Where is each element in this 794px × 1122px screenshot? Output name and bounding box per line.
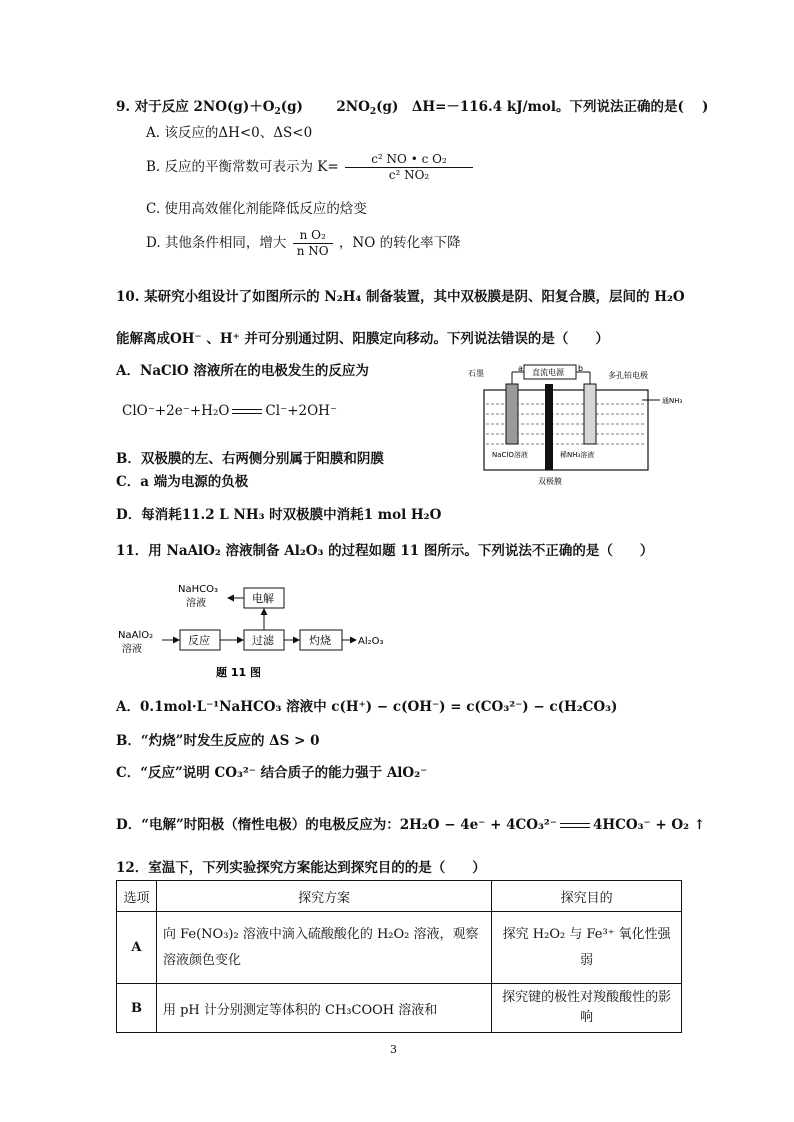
flow-box-filter: 过滤 [252, 634, 274, 647]
q9-option-a: A. 该反应的ΔH<0、ΔS<0 [146, 125, 313, 141]
table-cell-goal: 探究键的极性对羧酸酸性的影响 [492, 984, 682, 1033]
table-cell-option: B [117, 984, 157, 1033]
q11-option-a: A．0.1mol·L⁻¹NaHCO₃ 溶液中 c(H⁺) − c(OH⁻) = c(CO₃²⁻) − c(H₂CO₃) [116, 699, 618, 715]
q12-stem: 12．室温下，下列实验探究方案能达到探究目的的是（ ） [116, 860, 486, 876]
diagram-label-pt: 多孔铂电极 [608, 371, 648, 380]
flow-box-calcine: 灼烧 [309, 634, 331, 647]
q10-stem-line1: 10. 某研究小组设计了如图所示的 N₂H₄ 制备装置，其中双极膜是阴、阳复合膜，层间的 H₂O [116, 289, 685, 305]
diagram-label-nh3: 通NH₃ [662, 397, 683, 405]
q10-option-a-equation: ClO⁻+2e⁻+H₂O Cl⁻+2OH⁻ [122, 403, 338, 419]
flow-recycle-label-2: 溶液 [186, 598, 206, 609]
diagram-label-membrane: 双极膜 [538, 477, 562, 486]
table-row [117, 912, 682, 984]
table-cell-option: A [117, 912, 157, 984]
q9-option-c: C. 使用高效催化剂能降低反应的焓变 [146, 201, 367, 217]
q10-stem-line2: 能解离成OH⁻ 、H⁺ 并可分别通过阴、阳膜定向移动。下列说法错误的是（ ） [116, 331, 609, 347]
table-cell-goal: 探究 H₂O₂ 与 Fe³⁺ 氧化性强弱 [492, 912, 682, 984]
table-header-option: 选项 [117, 881, 157, 912]
q9-k-fraction: $\frac{\text{c² NO • c O₂}}{\text{c² NO₂}}$ [345, 152, 473, 183]
q10-option-d: D．每消耗11.2 L NH₃ 时双极膜中消耗1 mol H₂O [116, 507, 442, 523]
table-row [117, 984, 682, 1033]
diagram-label-a: a [518, 364, 523, 373]
table-header-goal: 探究目的 [492, 881, 682, 912]
electrolysis-diagram [462, 362, 698, 488]
q9-option-d: D. 其他条件相同，增大 $\frac{\text{n O₂}}{\text{n NO}}$ ，NO 的转化率下降 [146, 228, 461, 258]
q11-flow-diagram [116, 576, 396, 686]
flow-input-label-2: 溶液 [122, 644, 142, 655]
flow-recycle-label-1: NaHCO₃ [178, 584, 218, 595]
table-cell-plan: 用 pH 计分别测定等体积的 CH₃COOH 溶液和 [156, 984, 491, 1033]
flow-input-label-1: NaAlO₂ [118, 630, 154, 641]
table-cell-plan: 向 Fe(NO₃)₂ 溶液中滴入硫酸酸化的 H₂O₂ 溶液，观察溶液颜色变化 [156, 912, 491, 984]
page-number: 3 [390, 1043, 397, 1056]
q11-stem: 11．用 NaAlO₂ 溶液制备 Al₂O₃ 的过程如题 11 图所示。下列说法不正确的是（ ） [116, 543, 654, 559]
q10-option-b: B．双极膜的左、右两侧分别属于阳膜和阴膜 [116, 451, 384, 467]
q11-option-d: D．“电解”时阳极（惰性电极）的电极反应为：2H₂O − 4e⁻ + 4CO₃²⁻ 4HCO₃⁻ + O₂ ↑ [116, 817, 706, 833]
flow-box-electrolysis: 电解 [252, 592, 274, 605]
diagram-label-left-solution: NaClO溶液 [492, 451, 528, 459]
q11-option-c: C．“反应”说明 CO₃²⁻ 结合质子的能力强于 AlO₂⁻ [116, 765, 428, 781]
q10-option-c: C．a 端为电源的负极 [116, 474, 249, 490]
q9-ratio-fraction: $\frac{\text{n O₂}}{\text{n NO}}$ [293, 228, 333, 259]
diagram-label-b: b [578, 364, 584, 373]
flow-output-label: Al₂O₃ [358, 636, 384, 647]
q10-option-a: A．NaClO 溶液所在的电极发生的反应为 [116, 363, 369, 379]
diagram-label-power: 直流电源 [532, 368, 564, 377]
flow-box-reaction: 反应 [188, 634, 210, 647]
table-header-plan: 探究方案 [156, 881, 491, 912]
q12-table [116, 880, 682, 1033]
diagram-label-right-solution: 稀NH₃溶液 [560, 451, 595, 459]
diagram-label-graphite: 石墨 [468, 369, 484, 378]
flow-caption: 题 11 图 [216, 666, 261, 679]
q11-option-b: B．“灼烧”时发生反应的 ΔS > 0 [116, 733, 320, 749]
q9-stem: 9. 对于反应 $2NO(g)+O_2(g)$ $2NO_2(g)$ ΔH=－116.4 kJ/mol。下列说法正确的是( ) [116, 99, 709, 117]
table-header-row [117, 881, 682, 912]
q9-option-b: B. 反应的平衡常数可表示为 K= $\frac{\text{c² NO • c O₂}}{\text{c² NO₂}}$ [146, 152, 475, 183]
